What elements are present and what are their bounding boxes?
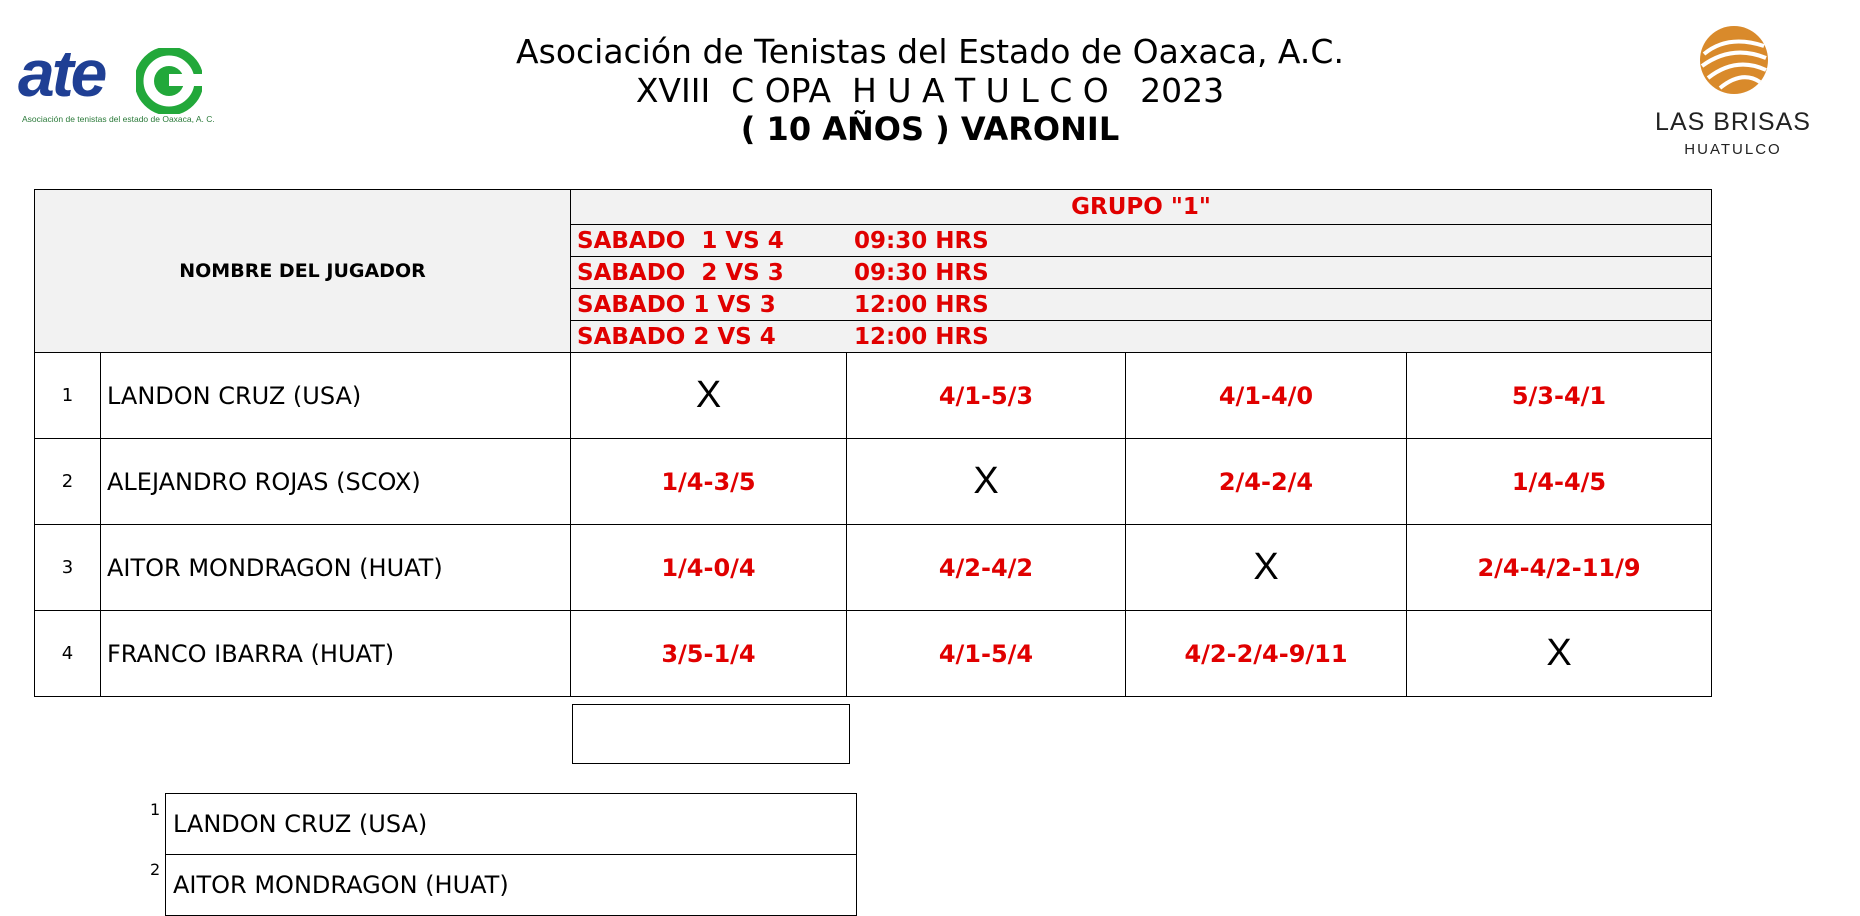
tournament-title: XVIII C OPA H U A T U L C O 2023 — [635, 71, 1225, 110]
final-ranking-table — [165, 793, 857, 916]
player-number: 4 — [35, 611, 101, 697]
match-score: 5/3-4/1 — [1407, 353, 1712, 439]
association-title: Asociación de Tenistas del Estado de Oaxaca, A.C. — [516, 32, 1344, 71]
schedule-row — [571, 321, 1712, 353]
schedule-match: SABADO 1 VS 3 — [577, 291, 776, 318]
self-match-x: X — [571, 353, 847, 439]
ate-logo — [18, 36, 218, 130]
match-score: 4/1-5/3 — [847, 353, 1126, 439]
match-score: 1/4-4/5 — [1407, 439, 1712, 525]
las-brisas-name: LAS BRISAS — [1655, 108, 1811, 136]
rank-number: 1 — [150, 800, 161, 819]
match-score: 1/4-0/4 — [571, 525, 847, 611]
las-brisas-logo — [1638, 24, 1828, 164]
player-name-header: NOMBRE DEL JUGADOR — [35, 190, 571, 353]
schedule-time: 12:00 HRS — [854, 291, 989, 318]
table-row — [35, 611, 1712, 697]
las-brisas-subtitle: HUATULCO — [1684, 141, 1782, 158]
match-score: 4/1-4/0 — [1126, 353, 1407, 439]
table-row — [35, 525, 1712, 611]
player-name: ALEJANDRO ROJAS (SCOX) — [101, 439, 571, 525]
ate-logo-green-circle — [136, 48, 202, 114]
player-name: AITOR MONDRAGON (HUAT) — [101, 525, 571, 611]
self-match-x: X — [847, 439, 1126, 525]
page-header — [430, 32, 1430, 149]
ranking-entry: LANDON CRUZ (USA) — [166, 794, 857, 855]
group-title: GRUPO "1" — [571, 190, 1712, 225]
match-score: 2/4-4/2-11/9 — [1407, 525, 1712, 611]
match-score: 1/4-3/5 — [571, 439, 847, 525]
schedule-match: SABADO 1 VS 4 — [577, 227, 784, 254]
schedule-time: 09:30 HRS — [854, 227, 989, 254]
schedule-row — [571, 225, 1712, 257]
schedule-match: SABADO 2 VS 3 — [577, 259, 784, 286]
self-match-x: X — [1126, 525, 1407, 611]
ate-logo-subtitle: Asociación de tenistas del estado de Oaxaca, A. C. — [22, 114, 215, 124]
player-number: 2 — [35, 439, 101, 525]
match-score: 4/2-2/4-9/11 — [1126, 611, 1407, 697]
table-row — [35, 439, 1712, 525]
match-score: 3/5-1/4 — [571, 611, 847, 697]
schedule-match: SABADO 2 VS 4 — [577, 323, 776, 350]
player-number: 3 — [35, 525, 101, 611]
match-score: 2/4-2/4 — [1126, 439, 1407, 525]
las-brisas-shell-icon — [1698, 24, 1770, 96]
self-match-x: X — [1407, 611, 1712, 697]
rank-number: 2 — [150, 860, 161, 879]
schedule-time: 09:30 HRS — [854, 259, 989, 286]
table-row — [35, 353, 1712, 439]
match-score: 4/1-5/4 — [847, 611, 1126, 697]
empty-box — [572, 704, 850, 764]
schedule-row — [571, 257, 1712, 289]
ranking-entry: AITOR MONDRAGON (HUAT) — [166, 855, 857, 916]
player-name: LANDON CRUZ (USA) — [101, 353, 571, 439]
match-score: 4/2-4/2 — [847, 525, 1126, 611]
group-results-table — [34, 189, 1712, 697]
category-title: ( 10 AÑOS ) VARONIL — [740, 110, 1120, 148]
schedule-time: 12:00 HRS — [854, 323, 989, 350]
ate-logo-word: ate — [18, 36, 105, 110]
schedule-row — [571, 289, 1712, 321]
player-name: FRANCO IBARRA (HUAT) — [101, 611, 571, 697]
player-number: 1 — [35, 353, 101, 439]
